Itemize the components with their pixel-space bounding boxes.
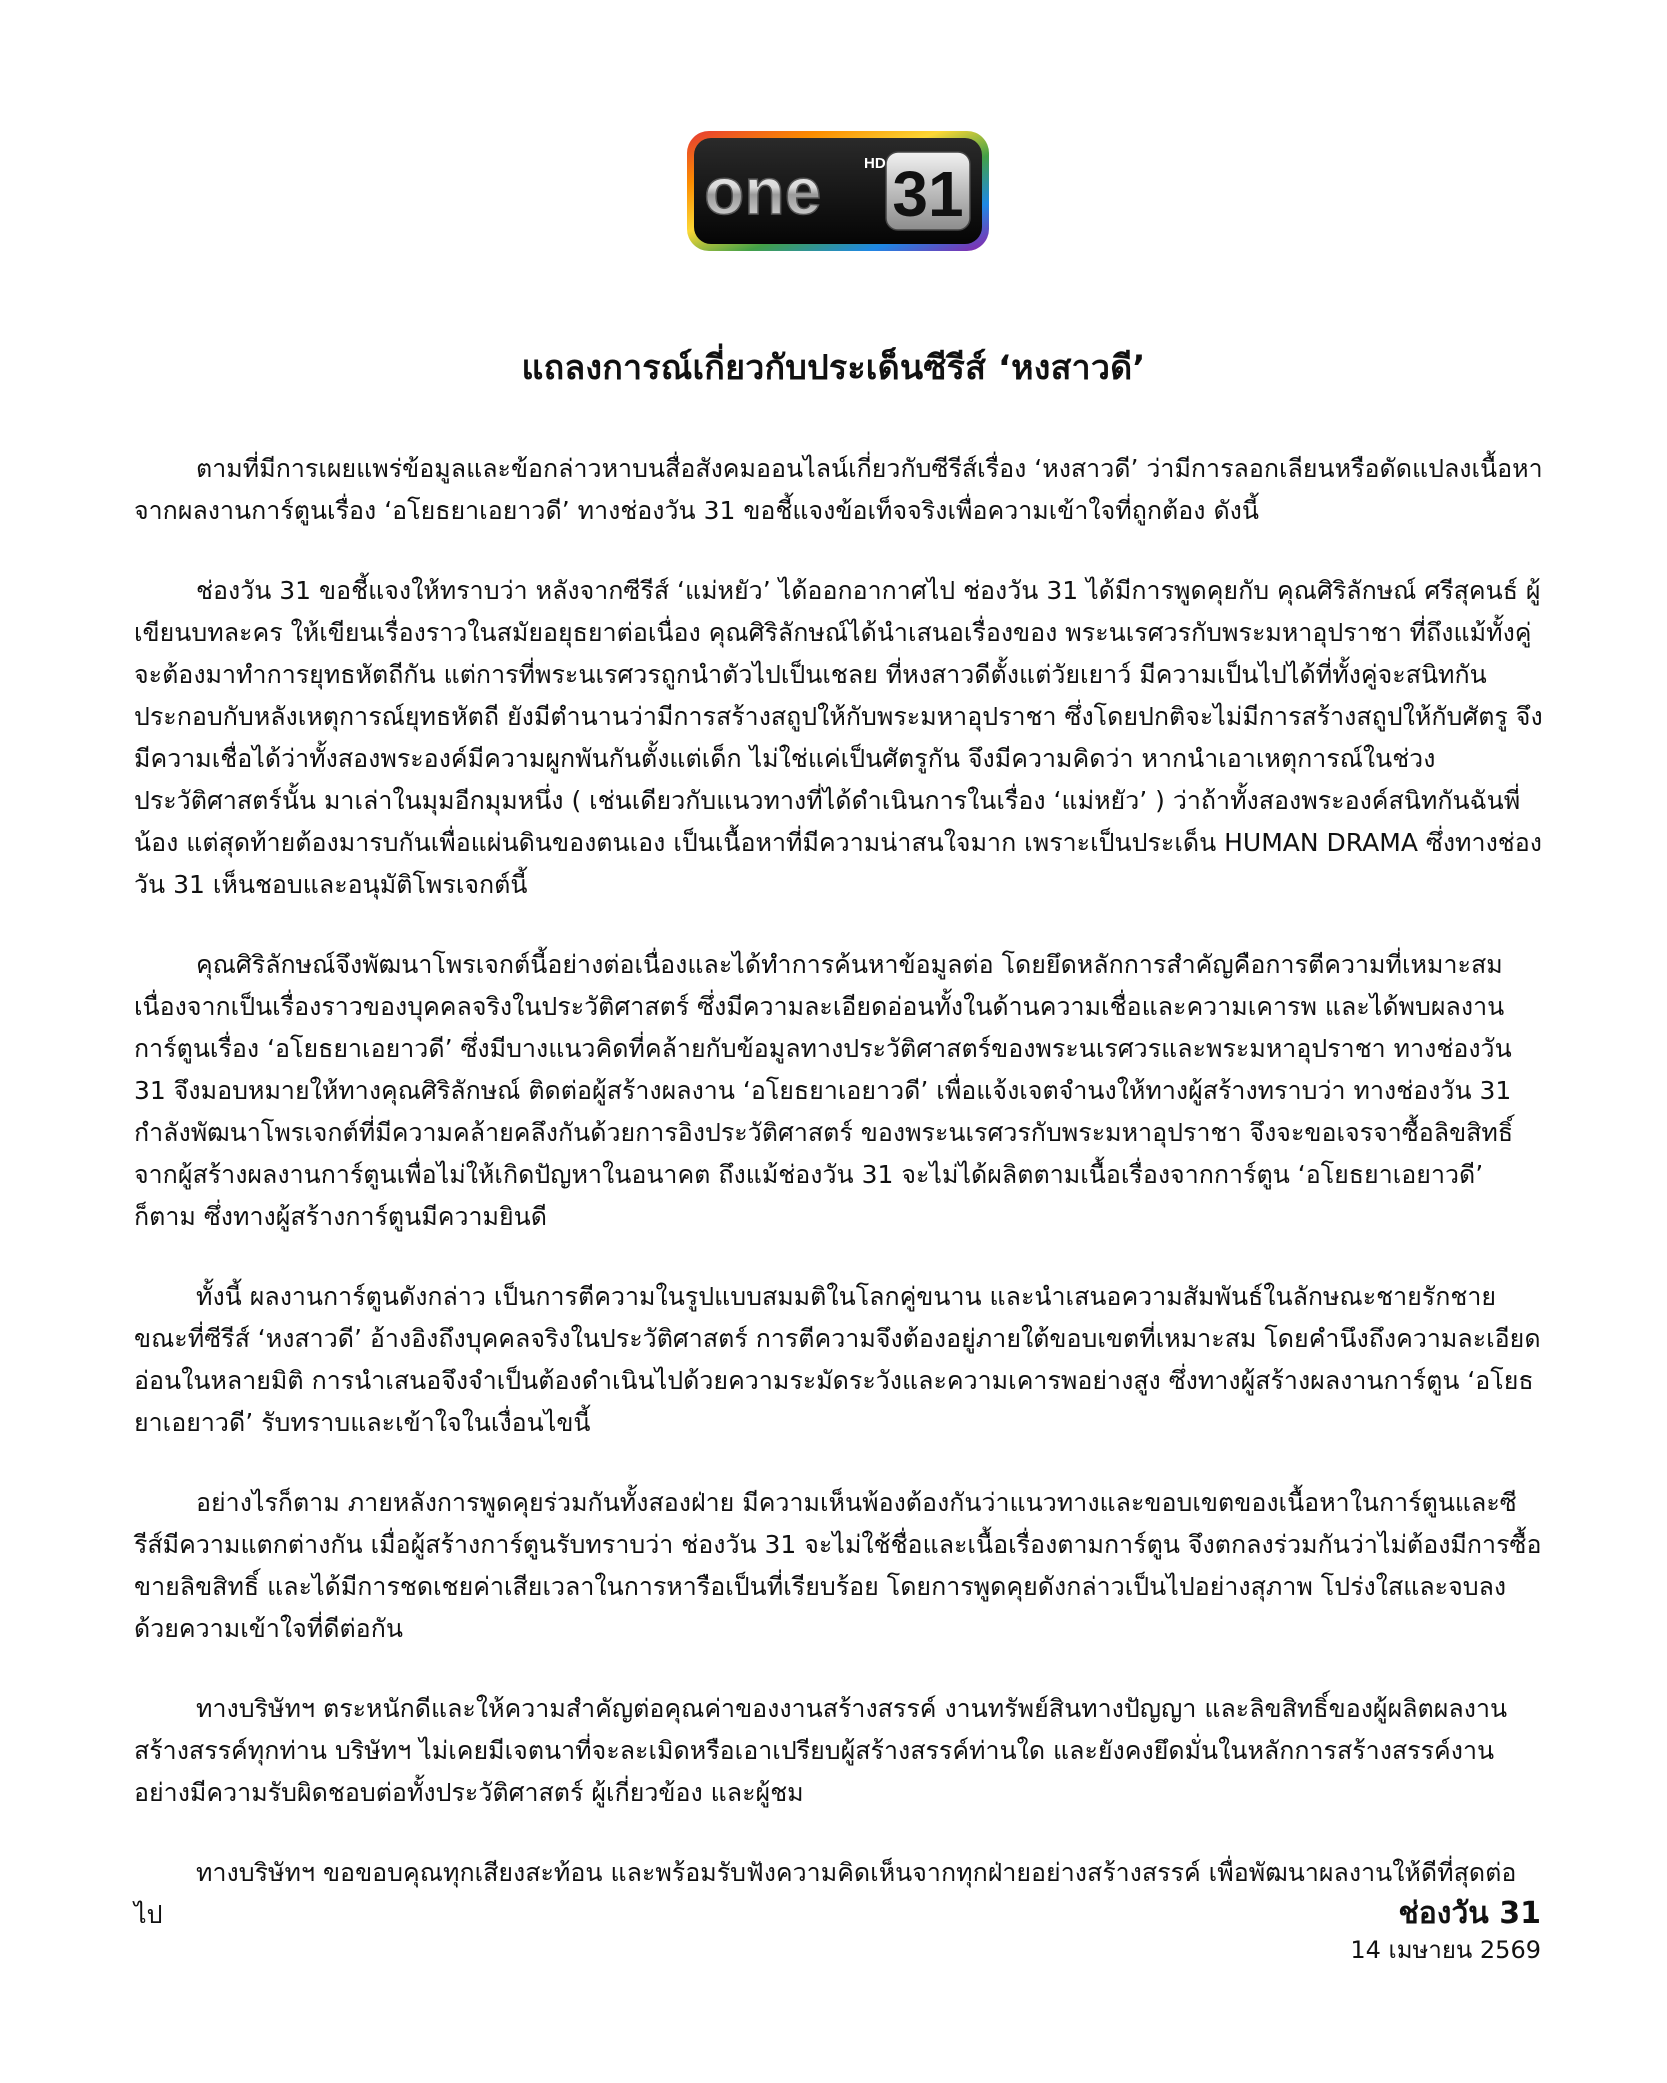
logo-brand-text: one [704, 154, 822, 228]
paragraph-7: ทางบริษัทฯ ขอขอบคุณทุกเสียงสะท้อน และพร้อมรับฟังความคิดเห็นจากทุกฝ่ายอย่างสร้างสรรค์ เพื่อพัฒนาผลงานให้ดีที่สุดต่อไป [134, 1858, 1517, 1929]
paragraph-2: ช่องวัน 31 ขอชี้แจงให้ทราบว่า หลังจากซีรีส์ ‘แม่หยัว’ ได้ออกอากาศไป ช่องวัน 31 ได้มีการพูดคุยกับ คุณศิริลักษณ์ ศรีสุคนธ์ ผู้เขียนบทละคร ให้เขียนเรื่องราวในสมัยอยุธยาต่อเนื่อง คุณศิริลักษณ์ได้นำเสนอเรื่องของ พระนเรศวรกับพระมหาอุปราชา ที่ถึงแม้ทั้งคู่จะต้องมาทำการยุทธหัตถีกัน แต่การที่พระนเรศวรถูกนำตัวไปเป็นเชลย ที่หงสาวดีตั้งแต่วัยเยาว์ มีความเป็นไปได้ที่ทั้งคู่จะสนิทกัน ประกอบกับหลังเหตุการณ์ยุทธหัตถี ยังมีตำนานว่ามีการสร้างสถูปให้กับพระมหาอุปราชา ซึ่งโดยปกติจะไม่มีการสร้างสถูปให้กับศัตรู จึงมีความเชื่อได้ว่าทั้งสองพระองค์มีความผูกพันกันตั้งแต่เด็ก ไม่ใช่แค่เป็นศัตรูกัน จึงมีความคิดว่า หากนำเอาเหตุการณ์ในช่วงประวัติศาสตร์นั้น มาเล่าในมุมอีกมุมหนึ่ง ( เช่นเดียวกับแนวทางที่ได้ดำเนินการในเรื่อง ‘แม่หยัว’ ) ว่าถ้าทั้งสองพระองค์สนิทกันฉันพี่น้อง แต่สุดท้ายต้องมารบกันเพื่อแผ่นดินของตนเอง เป็นเนื้อหาที่มีความน่าสนใจมาก เพราะเป็นประเด็น HUMAN DRAMA ซึ่งทางช่องวัน 31 เห็นชอบและอนุมัติโพรเจกต์นี้ [134, 576, 1543, 899]
statement-body [134, 448, 1544, 1974]
logo-hd-text: HD [864, 155, 886, 172]
logo-number-text: 31 [892, 158, 964, 230]
statement-title: แถลงการณ์เกี่ยวกับประเด็นซีรีส์ ‘หงสาวดี’ [521, 348, 1146, 388]
paragraph-3: คุณศิริลักษณ์จึงพัฒนาโพรเจกต์นี้อย่างต่อเนื่องและได้ทำการค้นหาข้อมูลต่อ โดยยึดหลักการสำคัญคือการตีความที่เหมาะสม เนื่องจากเป็นเรื่องราวของบุคคลจริงในประวัติศาสตร์ ซึ่งมีความละเอียดอ่อนทั้งในด้านความเชื่อและความเคารพ และได้พบผลงานการ์ตูนเรื่อง ‘อโยธยาเอยาวดี’ ซึ่งมีบางแนวคิดที่คล้ายกับข้อมูลทางประวัติศาสตร์ของพระนเรศวรและพระมหาอุปราชา ทางช่องวัน 31 จึงมอบหมายให้ทางคุณศิริลักษณ์ ติดต่อผู้สร้างผลงาน ‘อโยธยาเอยาวดี’ เพื่อแจ้งเจตจำนงให้ทางผู้สร้างทราบว่า ทางช่องวัน 31 กำลังพัฒนาโพรเจกต์ที่มีความคล้ายคลึงกันด้วยการอิงประวัติศาสตร์ ของพระนเรศวรกับพระมหาอุปราชา จึงจะขอเจรจาซื้อลิขสิทธิ์จากผู้สร้างผลงานการ์ตูนเพื่อไม่ให้เกิดปัญหาในอนาคต ถึงแม้ช่องวัน 31 จะไม่ได้ผลิตตามเนื้อเรื่องจากการ์ตูน ‘อโยธยาเอยาวดี’ ก็ตาม ซึ่งทางผู้สร้างการ์ตูนมีความยินดี [134, 950, 1514, 1231]
paragraph-6: ทางบริษัทฯ ตระหนักดีและให้ความสำคัญต่อคุณค่าของงานสร้างสรรค์ งานทรัพย์สินทางปัญญา และลิขสิทธิ์ของผู้ผลิตผลงานสร้างสรรค์ทุกท่าน บริษัทฯ ไม่เคยมีเจตนาที่จะละเมิดหรือเอาเปรียบผู้สร้างสรรค์ท่านใด และยังคงยึดมั่นในหลักการสร้างสรรค์งานอย่างมีความรับผิดชอบต่อทั้งประวัติศาสตร์ ผู้เกี่ยวข้อง และผู้ชม [134, 1694, 1508, 1807]
signature-block [1350, 1895, 1541, 1967]
signature-date: 14 เมษายน 2569 [1350, 1936, 1541, 1964]
paragraph-4: ทั้งนี้ ผลงานการ์ตูนดังกล่าว เป็นการตีความในรูปแบบสมมติในโลกคู่ขนาน และนำเสนอความสัมพันธ์ในลักษณะชายรักชาย ขณะที่ซีรีส์ ‘หงสาวดี’ อ้างอิงถึงบุคคลจริงในประวัติศาสตร์ การตีความจึงต้องอยู่ภายใต้ขอบเขตที่เหมาะสม โดยคำนึงถึงความละเอียดอ่อนในหลายมิติ การนำเสนอจึงจำเป็นต้องดำเนินไปด้วยความระมัดระวังและความเคารพอย่างสูง ซึ่งทางผู้สร้างผลงานการ์ตูน ‘อโยธยาเอยาวดี’ รับทราบและเข้าใจในเงื่อนไขนี้ [134, 1282, 1541, 1437]
one31-logo-graphic [686, 130, 990, 252]
one31-logo [686, 130, 990, 252]
paragraph-5: อย่างไรก็ตาม ภายหลังการพูดคุยร่วมกันทั้งสองฝ่าย มีความเห็นพ้องต้องกันว่าแนวทางและขอบเขตของเนื้อหาในการ์ตูนและซีรีส์มีความแตกต่างกัน เมื่อผู้สร้างการ์ตูนรับทราบว่า ช่องวัน 31 จะไม่ใช้ชื่อและเนื้อเรื่องตามการ์ตูน จึงตกลงร่วมกันว่าไม่ต้องมีการซื้อขายลิขสิทธิ์ และได้มีการชดเชยค่าเสียเวลาในการหารือเป็นที่เรียบร้อย โดยการพูดคุยดังกล่าวเป็นไปอย่างสุภาพ โปร่งใสและจบลงด้วยความเข้าใจที่ดีต่อกัน [134, 1488, 1542, 1643]
paragraph-1: ตามที่มีการเผยแพร่ข้อมูลและข้อกล่าวหาบนสื่อสังคมออนไลน์เกี่ยวกับซีรีส์เรื่อง ‘หงสาวดี’ ว่ามีการลอกเลียนหรือดัดแปลงเนื้อหาจากผลงานการ์ตูนเรื่อง ‘อโยธยาเอยาวดี’ ทางช่องวัน 31 ขอชี้แจงข้อเท็จจริงเพื่อความเข้าใจที่ถูกต้อง ดังนี้ [134, 454, 1543, 525]
signature-name: ช่องวัน 31 [1398, 1896, 1541, 1931]
